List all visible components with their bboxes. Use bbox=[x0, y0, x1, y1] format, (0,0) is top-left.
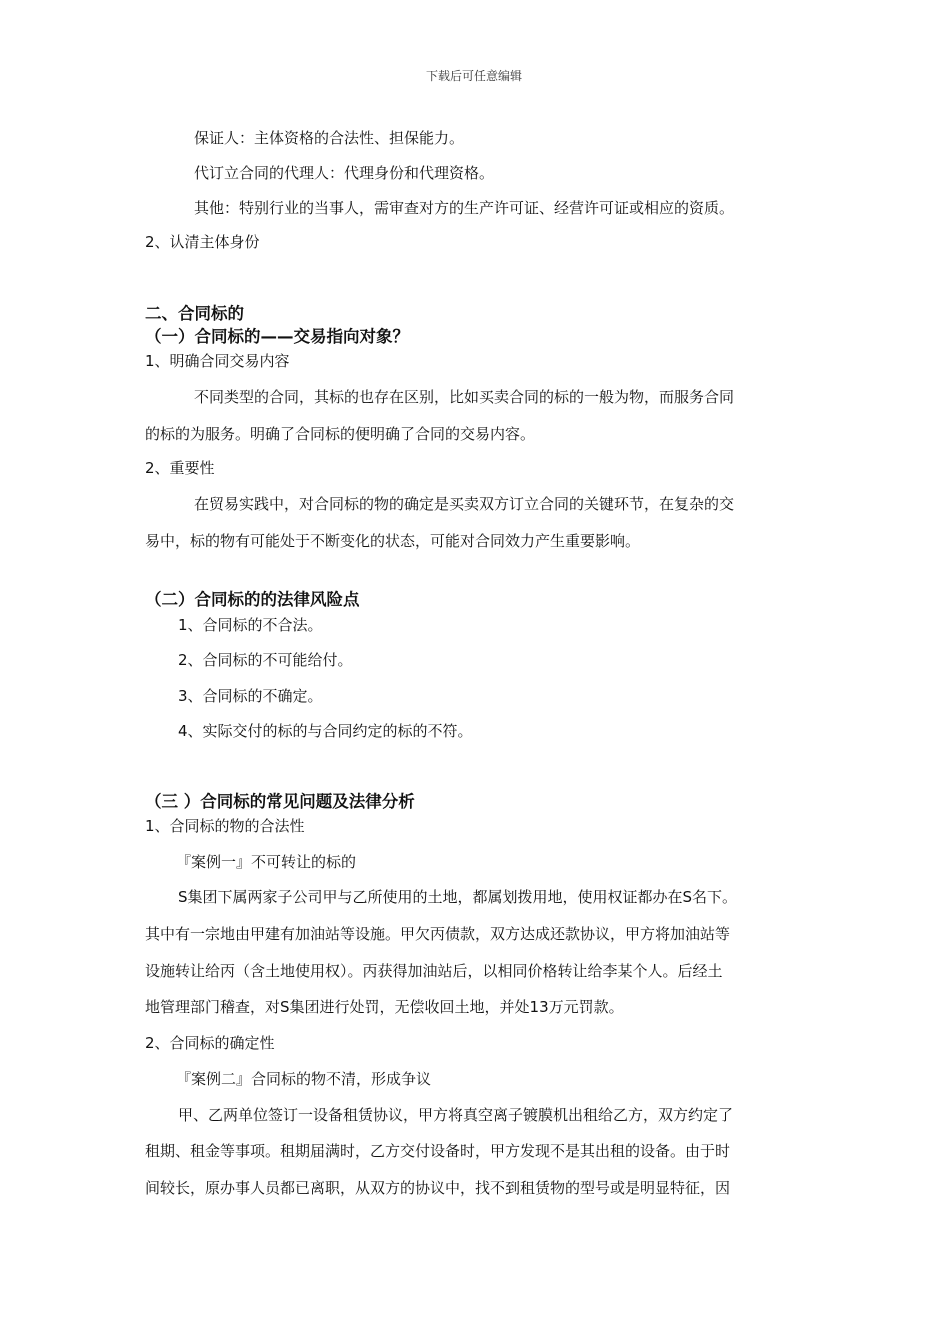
paragraph-line: 甲、乙两单位签订一设备租赁协议，甲方将真空离子镀膜机出租给乙方，双方约定了 bbox=[178, 1106, 734, 1124]
case-title: 『案例二』合同标的物不清，形成争议 bbox=[176, 1070, 432, 1088]
paragraph-line: 保证人：主体资格的合法性、担保能力。 bbox=[194, 129, 465, 147]
paragraph-line: 租期、租金等事项。租期届满时，乙方交付设备时，甲方发现不是其出租的设备。由于时 bbox=[145, 1142, 731, 1160]
list-item: 1、合同标的物的合法性 bbox=[145, 817, 305, 835]
section-heading: 二、合同标的 bbox=[145, 304, 244, 323]
paragraph-line: 代订立合同的代理人：代理身份和代理资格。 bbox=[194, 164, 495, 182]
list-item: 2、认清主体身份 bbox=[145, 233, 260, 251]
list-item: 4、实际交付的标的与合同约定的标的不符。 bbox=[178, 722, 473, 740]
paragraph-line: 不同类型的合同，其标的也存在区别，比如买卖合同的标的一般为物，而服务合同 bbox=[194, 388, 735, 406]
list-item: 2、重要性 bbox=[145, 459, 215, 477]
list-item: 3、合同标的不确定。 bbox=[178, 687, 323, 705]
list-item: 1、合同标的不合法。 bbox=[178, 616, 323, 634]
paragraph-line: 间较长，原办事人员都已离职，从双方的协议中，找不到租赁物的型号或是明显特征，因 bbox=[145, 1179, 731, 1197]
page-header: 下载后可任意编辑 bbox=[426, 69, 523, 83]
list-item: 1、明确合同交易内容 bbox=[145, 352, 290, 370]
list-item: 2、合同标的确定性 bbox=[145, 1034, 275, 1052]
paragraph-line: S集团下属两家子公司甲与乙所使用的土地，都属划拨用地，使用权证都办在S名下。 bbox=[178, 888, 738, 906]
list-item: 2、合同标的不可能给付。 bbox=[178, 651, 353, 669]
subsection-heading: （三 ）合同标的常见问题及法律分析 bbox=[145, 792, 415, 811]
paragraph-line: 易中，标的物有可能处于不断变化的状态，可能对合同效力产生重要影响。 bbox=[145, 532, 641, 550]
paragraph-line: 在贸易实践中，对合同标的物的确定是买卖双方订立合同的关键环节，在复杂的交 bbox=[194, 495, 735, 513]
paragraph-line: 其他：特别行业的当事人，需审查对方的生产许可证、经营许可证或相应的资质。 bbox=[194, 199, 735, 217]
subsection-heading: （一）合同标的——交易指向对象？ bbox=[145, 327, 409, 346]
paragraph-line: 的标的为服务。明确了合同标的便明确了合同的交易内容。 bbox=[145, 425, 536, 443]
case-title: 『案例一』不可转让的标的 bbox=[176, 853, 357, 871]
paragraph-line: 其中有一宗地由甲建有加油站等设施。甲欠丙债款，双方达成还款协议，甲方将加油站等 bbox=[145, 925, 731, 943]
subsection-heading: （二）合同标的的法律风险点 bbox=[145, 590, 360, 609]
paragraph-line: 设施转让给丙（含土地使用权）。丙获得加油站后，以相同价格转让给李某个人。后经土 bbox=[145, 962, 723, 980]
paragraph-line: 地管理部门稽查，对S集团进行处罚，无偿收回土地，并处13万元罚款。 bbox=[145, 998, 624, 1016]
